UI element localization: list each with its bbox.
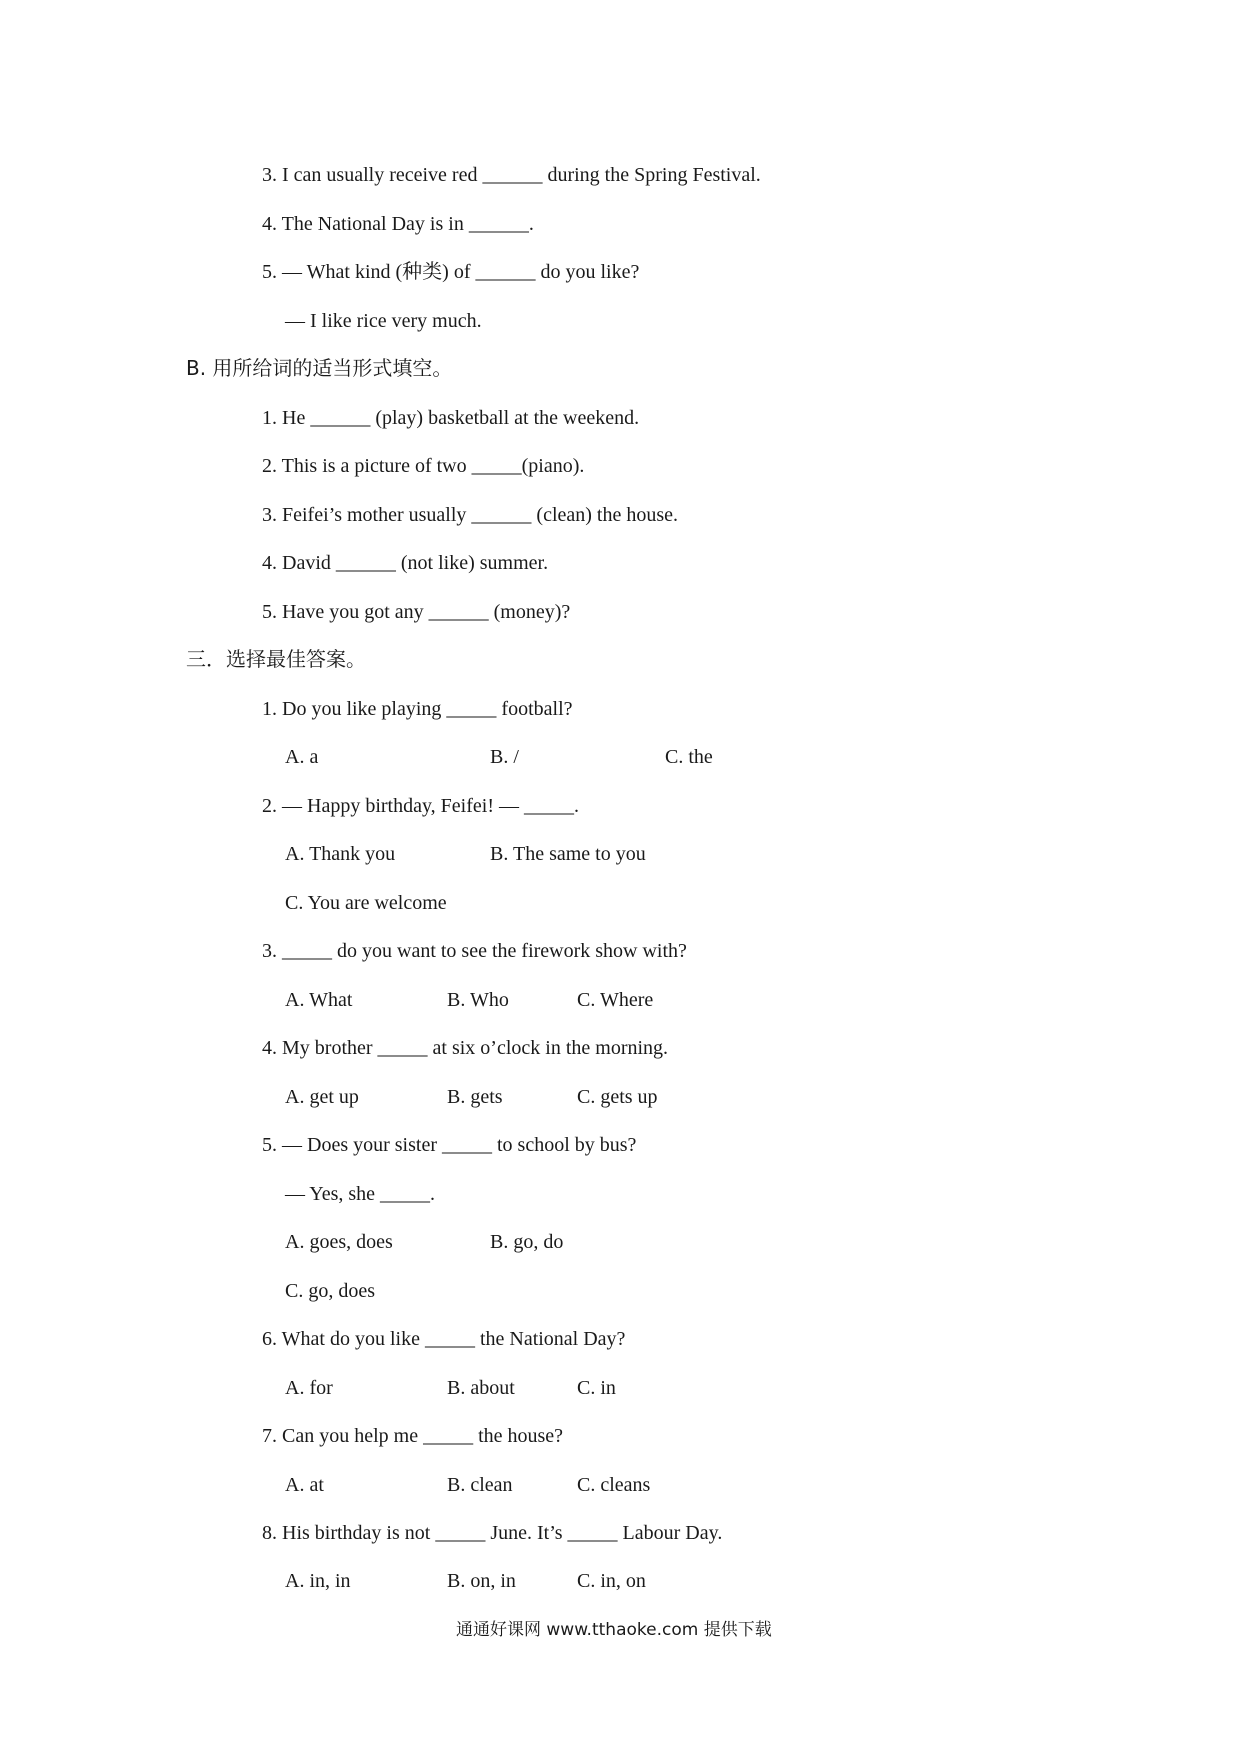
question-text: 2. This is a picture of two _____(piano). — [262, 455, 585, 477]
option-c: C. in, on — [577, 1570, 646, 1592]
option-c: C. You are welcome — [285, 892, 447, 914]
option-a: A. at — [285, 1474, 324, 1496]
option-a: A. Thank you — [285, 843, 396, 865]
question-text: 1. He ______ (play) basketball at the weekend. — [262, 407, 640, 429]
option-c: C. gets up — [577, 1086, 658, 1108]
question-stem: 7. Can you help me _____ the house? — [262, 1425, 564, 1447]
option-b: B. Who — [447, 989, 509, 1011]
option-a: A. a — [285, 746, 319, 768]
question-stem: 5. — Does your sister _____ to school by bus? — [262, 1134, 637, 1156]
question-text: 4. David ______ (not like) summer. — [262, 552, 549, 574]
option-a: A. goes, does — [285, 1231, 393, 1253]
question-stem: 6. What do you like _____ the National Day? — [262, 1328, 626, 1350]
section-heading-b: B. 用所给词的适当形式填空。 — [186, 356, 453, 380]
question-stem: 2. — Happy birthday, Feifei! — _____. — [262, 795, 579, 817]
option-c: C. Where — [577, 989, 654, 1011]
page-footer: 通通好课网 www.tthaoke.com 提供下载 — [456, 1620, 772, 1640]
option-a: A. get up — [285, 1086, 359, 1108]
question-stem: 1. Do you like playing _____ football? — [262, 698, 573, 720]
option-b: B. go, do — [490, 1231, 564, 1253]
option-b: B. clean — [447, 1474, 513, 1496]
option-a: A. What — [285, 989, 353, 1011]
question-text: 5. Have you got any ______ (money)? — [262, 601, 571, 623]
question-text: 4. The National Day is in ______. — [262, 213, 534, 235]
option-c: C. cleans — [577, 1474, 651, 1496]
option-a: A. in, in — [285, 1570, 351, 1592]
question-stem: 3. _____ do you want to see the firework show with? — [262, 940, 687, 962]
section-heading-three: 三．选择最佳答案。 — [186, 647, 366, 671]
question-text: 5. — What kind (种类) of ______ do you like? — [262, 261, 640, 283]
option-b: B. / — [490, 746, 519, 768]
question-text: 3. I can usually receive red ______ during the Spring Festival. — [262, 164, 761, 186]
question-stem: 4. My brother _____ at six o’clock in the morning. — [262, 1037, 669, 1059]
answer-line: — I like rice very much. — [285, 310, 482, 332]
option-b: B. The same to you — [490, 843, 646, 865]
option-c: C. in — [577, 1377, 616, 1399]
option-a: A. for — [285, 1377, 333, 1399]
question-stem-reply: — Yes, she _____. — [285, 1183, 436, 1205]
option-c: C. go, does — [285, 1280, 375, 1302]
option-b: B. on, in — [447, 1570, 516, 1592]
question-text: 3. Feifei’s mother usually ______ (clean) the house. — [262, 504, 679, 526]
question-stem: 8. His birthday is not _____ June. It’s _____ Labour Day. — [262, 1522, 723, 1544]
option-b: B. about — [447, 1377, 515, 1399]
option-c: C. the — [665, 746, 713, 768]
option-b: B. gets — [447, 1086, 503, 1108]
